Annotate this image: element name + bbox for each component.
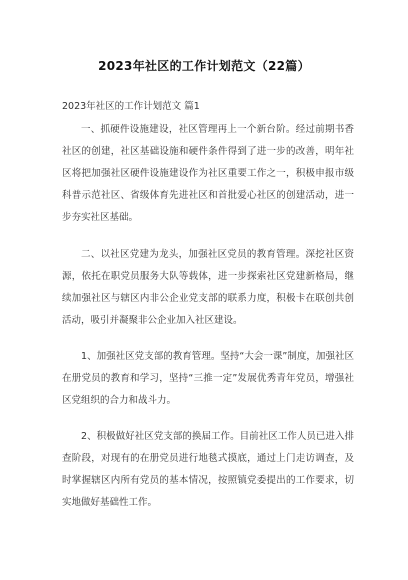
paragraph-3: 1、加强社区党支部的教育管理。坚持“大会一课”制度，加强社区在册党员的教育和学习，坚持“三推一定”发展优秀青年党员，增强社区党组织的合力和战斗力。 <box>62 351 354 406</box>
section-heading: 2023年社区的工作计划范文 篇1 <box>62 101 200 112</box>
document-title: 2023年社区的工作计划范文（22篇） <box>98 59 310 73</box>
paragraph-2: 二、以社区党建为龙头，加强社区党员的教育管理。深挖社区资源，依托在职党员服务大队等载体，进一步探索社区党建新格局，继续加强社区与辖区内非公企业党支部的联系力度，积极卡在联创共创活动，吸引并凝聚非公企业加入社区建设。 <box>62 249 354 326</box>
paragraph-1: 一、抓硬件设施建设，社区管理再上一个新台阶。经过前期书香社区的创建，社区基础设施和硬件条件得到了进一步的改善，明年社区将把加强社区硬件设施建设作为社区重要工作之一，积极申报市级科普示范社区、省级体育先进社区和首批爱心社区的创建活动，进一步夯实社区基础。 <box>62 124 354 223</box>
paragraph-4: 2、积极做好社区党支部的换届工作。目前社区工作人员已进入排查阶段，对现有的在册党员进行地毯式摸底，通过上门走访调查，及时掌握辖区内所有党员的基本情况，按照镇党委提出的工作要求，切实地做好基础性工作。 <box>62 431 354 508</box>
